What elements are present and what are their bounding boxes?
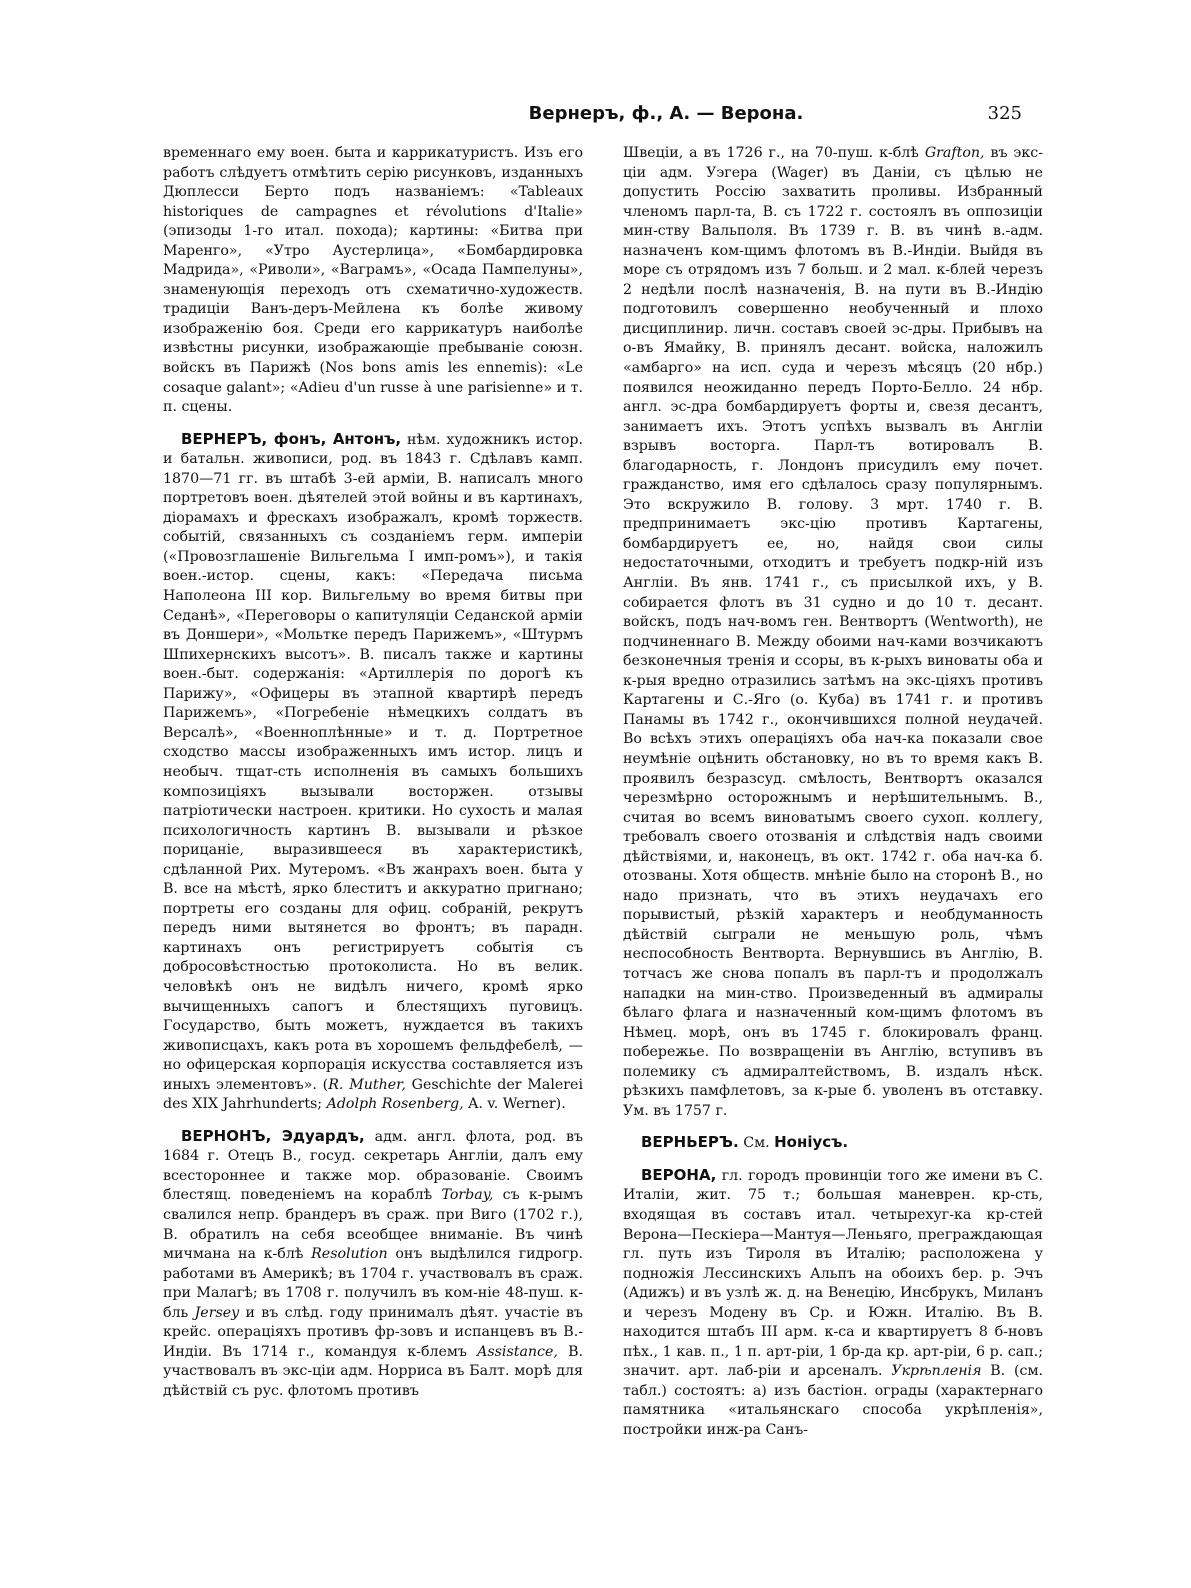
ship-name: Grafton,: [924, 145, 985, 161]
reference-author: R. Muther,: [328, 1076, 406, 1093]
entry-text: адм. англ. флота, род. въ 1684 г. Отецъ В., госуд. секретарь Англіи, далъ ему всестороннее и также мор. образованіе. Своимъ блестящ. поведеніемъ на кораблѣ: [163, 1128, 583, 1204]
headword: ВЕРОНА,: [641, 1165, 717, 1184]
ship-name: Resolution: [311, 1246, 388, 1263]
entry-text: Швеціи, а въ 1726 г., на 70-пуш. к-блѣ: [623, 145, 925, 161]
entry-text: В. участвовалъ въ экс-ціи адм. Норриса въ Балт. морѣ для дѣйствій съ рус. флотомъ противъ: [163, 1343, 583, 1399]
ship-name: Torbay,: [441, 1187, 494, 1204]
reference-author: Adolph Rosenberg,: [326, 1096, 464, 1113]
continued-paragraph: временнаго ему воен. быта и каррикатуристъ. Изъ его работъ слѣдуетъ отмѣтить серію рисунковъ, изданныхъ Дюплесси Берто подъ названіемъ: «Tableaux historiques de campagnes et révolutions d'Italie» (эпизоды 1-го итал. похода); картины: «Битва при Маренго», «Утро Аустерлица», «Бомбардировка Мадрида», «Риволи», «Ваграмъ», «Осада Пампелуны», знаменующія переходъ отъ схематично-художеств. традиціи Ванъ-деръ-Мейлена къ болѣе живому изображенію боя. Среди его каррикатуръ наиболѣе извѣстны рисунки, изображающіе пребываніе союзн. войскъ въ Парижѣ (Nos bons amis les ennemis): «Le cosaque galant»; «Adieu d'un russe à une parisienne» и т. п. сцены.: [163, 145, 583, 416]
entry-text: съ к-рымъ свалился непр. брандеръ въ сраж. при Виго (1702 г.), В. обратилъ на себя всеобщее вниманіе. Въ чинѣ мичмана на к-блѣ: [163, 1187, 583, 1263]
left-column: [163, 144, 583, 1554]
right-column: [623, 144, 1043, 1554]
page-number: 325: [987, 103, 1022, 124]
reference-end: A. v. Werner).: [463, 1096, 566, 1113]
entry-verona: [623, 1166, 1043, 1441]
entry-verner-anton: [163, 430, 583, 1115]
headword: ВЕРНЕРЪ, фонъ, Антонъ,: [181, 429, 402, 448]
entry-text: нѣм. художникъ истор. и батальн. живописи, род. въ 1843 г. Сдѣлавъ камп. 1870—71 гг. въ штабѣ 3-ей арміи, В. написалъ много портретовъ воен. дѣятелей этой войны и въ картинахъ, діорамахъ и фрескахъ изображалъ, кромѣ торжеств. событій, связанныхъ съ созданіемъ герм. имперіи («Провозглашеніе Вильгельма I имп-ромъ»), и такія воен.-истор. сцены, какъ: «Передача письма Наполеона III кор. Вильгельму во время битвы при Седанѣ», «Переговоры о капитуляціи Седанской арміи въ Доншери», «Мольтке передъ Парижемъ», «Штурмъ Шпихернскихъ высотъ». В. писалъ также и картины воен.-быт. содержанія: «Артиллерія по дорогѣ къ Парижу», «Офицеры въ этапной квартирѣ передъ Парижемъ», «Погребеніе нѣмецкихъ солдатъ въ Версалѣ», «Военноплѣнные» и т. д. Портретное сходство массы изображенныхъ имъ истор. лицъ и необыч. тщат-сть исполненія въ самыхъ большихъ композиціяхъ вызывали восторжен. отзывы патріотически настроен. критики. Но сухость и малая психологичность картинъ В. вызывали и рѣзкое порицаніе, выразившееся въ характеристикѣ, сдѣланной Рих. Мутеромъ. «Въ жанрахъ воен. быта у В. все на мѣстѣ, ярко блеститъ и аккуратно пригнано; портреты его созданы для офиц. собраній, рекрутъ передъ ними вытянется во фронтъ; въ парадн. картинахъ онъ регистрируетъ событія съ добросовѣстностью протоколиста. Но въ велик. человѣкѣ онъ не видѣлъ ничего, кромѣ ярко вычищенныхъ сапогъ и блестящихъ пуговицъ. Государство, быть можетъ, нуждается въ такихъ живописцахъ, какъ рота въ хорошемъ фельдфебелѣ, — но офицерская корпорація искусства составляется изъ иныхъ элементовъ». (: [163, 431, 583, 1093]
entry-text: гл. городъ провинціи того же имени въ С. Италіи, жит. 75 т.; большая маневрен. кр-сть, входящая въ составъ итал. четырехуг-ка кр-стей Верона—Пескіера—Мантуя—Леньяго, преграждающая гл. путь изъ Тироля въ Италію; расположена у подножія Лессинскихъ Альпъ на обоихъ бер. р. Эчъ (Адижъ) и въ узлѣ ж. д. на Венецію, Инсбрукъ, Миланъ и черезъ Модену въ Ср. и Южн. Италію. Въ В. находится штабъ III арм. к-са и квартируетъ 8 б-новъ пѣх., 1 кав. п., 1 п. арт-ріи, 1 бр-да кр. арт-ріи, 6 р. сап.; значит. арт. лаб-ріи и арсеналъ.: [623, 1167, 1043, 1380]
section-label: Укрѣпленія: [891, 1363, 982, 1380]
running-title: Вернеръ, ф., А. — Верона.: [528, 103, 804, 124]
see-reference: См.: [738, 1135, 775, 1152]
ship-name: Assistance,: [477, 1343, 558, 1360]
entry-text: въ экс-ціи адм. Уэгера (Wager) въ Даніи, съ цѣлью не допустить Россію захватить проливы. Избранный членомъ парл-та, В. съ 1722 г. состоялъ въ оппозиціи мин-ству Вальполя. Въ 1739 г. В. въ чинѣ в.-адм. назначенъ ком-щимъ флотомъ въ В.-Индіи. Выйдя въ море съ отрядомъ изъ 7 больш. и 2 мал. к-блей черезъ 2 недѣли послѣ назначенія, В. на пути въ В.-Индію подготовилъ совершенно необученный и плохо дисциплинир. личн. составъ своей эс-дры. Прибывъ на о-въ Ямайку, В. принялъ десант. войска, наложилъ «амбарго» на исп. суда и черезъ мѣсяцъ (20 нбр.) появился неожиданно передъ Порто-Белло. 24 нбр. англ. эс-дра бомбардируетъ форты и, свезя десантъ, занимаетъ ихъ. Этотъ успѣхъ вызвалъ въ Англіи взрывъ восторга. Парл-тъ вотировалъ В. благодарность, г. Лондонъ присудилъ ему почет. гражданство, имя его сдѣлалось сразу популярнымъ. Это вскружило В. голову. 3 мрт. 1740 г. В. предпринимаетъ экс-цію противъ Картагены, бомбардируетъ ее, но, найдя свои силы недостаточными, отходитъ и требуетъ подкр-ній изъ Англіи. Въ янв. 1741 г., съ присылкой ихъ, у В. собирается флотъ въ 31 судно и до 10 т. десант. войскъ, подъ нач-вомъ ген. Вентвортъ (Wentworth), не подчиненнаго В. Между обоими нач-ками возчикаютъ безконечныя тренія и ссоры, въ к-рыхъ виноваты оба и к-рыя вредно отразились затѣмъ на экс-ціяхъ противъ Картагены и С.-Яго (о. Куба) въ 1741 г. и противъ Панамы въ 1742 г., окончившихся полной неудачей. Во всѣхъ этихъ операціяхъ оба нач-ка показали свое неумѣніе оцѣнить обстановку, но въ то время какъ В. проявилъ безразсуд. смѣлость, Вентвортъ оказался черезмѣрно осторожнымъ и нерѣшительнымъ. В., считая во всемъ виноватымъ своего сухоп. коллегу, требовалъ своего отозванія и слѣдствія надъ своими дѣйствіями, и, наконецъ, въ окт. 1742 г. оба нач-ка б. отозваны. Хотя обществ. мнѣніе было на сторонѣ В., но надо признать, что въ этихъ неудачахъ его порывистый, рѣзкій характеръ и необдуманность дѣйствій сыграли не меньшую роль, чѣмъ неспособность Вентворта. Вернувшись въ Англію, В. тотчасъ же снова попалъ въ парл-тъ и продолжалъ нападки на мин-ство. Произведенный въ адмиралы бѣлаго флага и назначенный ком-щимъ флотомъ въ Нѣмец. морѣ, онъ въ 1745 г. блокировалъ франц. побережье. По возвращеніи въ Англію, вступивъ въ полемику съ адмиралтействомъ, В. издалъ нѣск. рѣзкихъ памфлетовъ, за к-рые б. уволенъ въ отставку. Ум. въ 1757 г.: [623, 145, 1043, 1119]
entry-text: и въ слѣд. году принималъ дѣят. участіе въ крейс. операціяхъ противъ фр-зовъ и испанцевъ въ В.-Индіи. Въ 1714 г., командуя к-блемъ: [163, 1304, 583, 1360]
entry-text: онъ выдѣлился гидрогр. работами въ Америкѣ; въ 1704 г. участвовалъ въ сраж. при Малагѣ; въ 1708 г. получилъ въ ком-ніе 48-пуш. к-бль: [163, 1246, 583, 1321]
entry-vernier: [623, 1133, 1043, 1154]
headword: ВЕРНОНЪ, Эдуардъ,: [181, 1126, 365, 1145]
continued-paragraph: [623, 144, 1043, 1121]
cross-reference-link[interactable]: Ноніусъ.: [774, 1133, 849, 1152]
entry-text: В. (см. табл.) состоятъ: а) изъ бастіон. ограды (характернаго памятника «итальянскаго способа укрѣпленія», постройки инж-ра Санъ-: [623, 1363, 1043, 1438]
ship-name: Jersey: [194, 1304, 240, 1321]
page-header: [160, 103, 1022, 129]
entry-vernon-eduard: [163, 1127, 583, 1402]
headword: ВЕРНЬЕРЪ.: [641, 1133, 739, 1152]
reference-title: Geschichte der Malerei des XIX Jahrhunderts;: [163, 1076, 583, 1113]
